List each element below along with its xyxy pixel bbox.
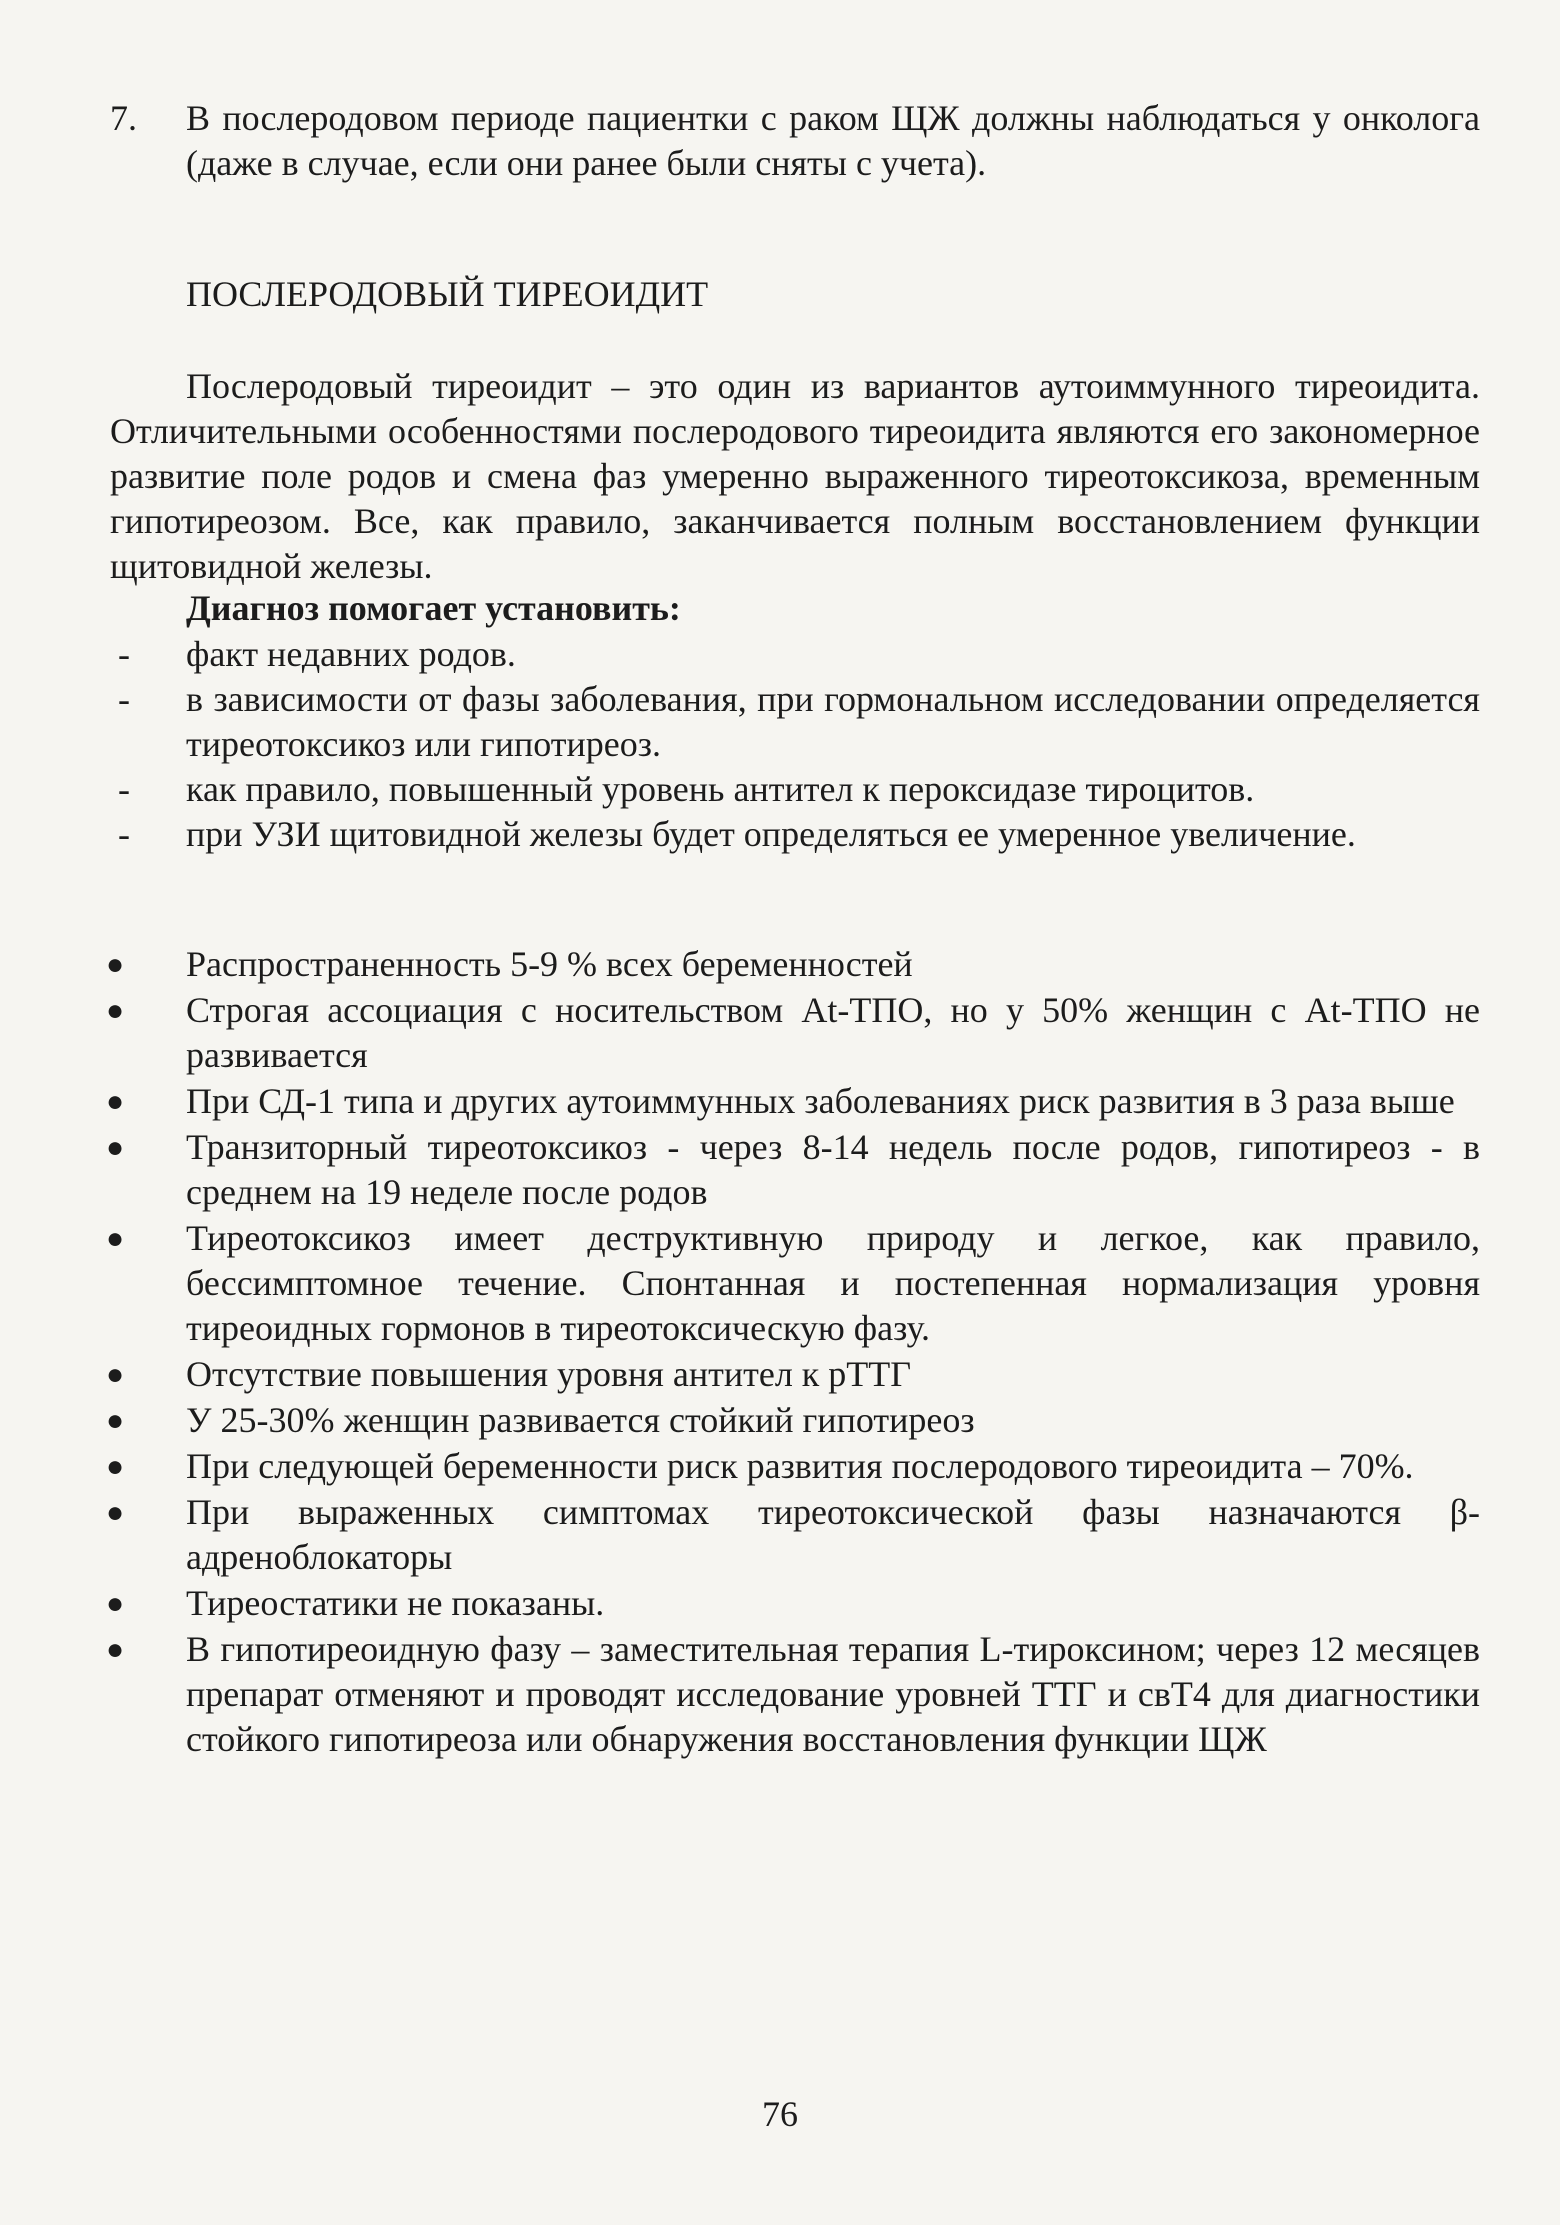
diagnosis-heading: Диагноз помогает установить: <box>186 588 681 628</box>
bullet-marker: ● <box>106 1587 125 1620</box>
facts-list <box>100 942 1480 1763</box>
list-item: ● Транзиторный тиреотоксикоз - через 8-14 недель после родов, гипотиреоз - в среднем на 19 неделе после родов <box>106 1127 1480 1212</box>
bullet-marker: ● <box>106 1222 125 1255</box>
list-item: ● Отсутствие повышения уровня антител к рТТГ <box>100 1352 1480 1397</box>
bullet-marker: ● <box>106 994 125 1027</box>
bullet-marker: ● <box>106 1633 125 1666</box>
list-item: ● Строгая ассоциация с носительством At-ТПО, но у 50% женщин с At-ТПО не развивается <box>106 990 1480 1075</box>
list-item: ● При СД-1 типа и других аутоиммунных заболеваниях риск развития в 3 раза выше <box>100 1079 1480 1124</box>
numbered-item-7 <box>110 96 1480 186</box>
list-item: ● У 25-30% женщин развивается стойкий гипотиреоз <box>100 1398 1480 1443</box>
list-item: ● Тиреостатики не показаны. <box>100 1581 1480 1626</box>
list-item: - как правило, повышенный уровень антител к пероксидазе тироцитов. <box>110 767 1480 812</box>
list-item: - при УЗИ щитовидной железы будет определяться ее умеренное увеличение. <box>110 812 1480 857</box>
bullet-marker: ● <box>106 1131 125 1164</box>
diagnosis-list <box>110 632 1480 857</box>
list-item: ● При следующей беременности риск развития послеродового тиреоидита – 70%. <box>100 1444 1480 1489</box>
bullet-marker: ● <box>106 948 125 981</box>
list-item: - факт недавних родов. <box>110 632 1480 677</box>
bullet-marker: ● <box>106 1496 125 1529</box>
bullet-marker: ● <box>106 1358 125 1391</box>
intro-paragraph: Послеродовый тиреоидит – это один из вариантов аутоиммунного тиреоидита. Отличительными особенностями послеродового тиреоидита являются его закономерное развитие поле родов и смена фаз умеренно выраженного тиреотоксикоза, временным гипотиреозом. Все, как правило, заканчивается полным восстановлением функции щитовидной железы. <box>110 366 1480 586</box>
list-item: ● Распространенность 5-9 % всех беременностей <box>100 942 1480 987</box>
list-item: ● При выраженных симптомах тиреотоксической фазы назначаются β-адреноблокаторы <box>106 1492 1480 1577</box>
list-item: ● Тиреотоксикоз имеет деструктивную природу и легкое, как правило, бессимптомное течение. Спонтанная и постепенная нормализация уровня тиреоидных гормонов в тиреотоксическую фазу. <box>106 1218 1480 1348</box>
dash-marker: - <box>118 769 130 809</box>
list-item: ● В гипотиреоидную фазу – заместительная терапия L-тироксином; через 12 месяцев препарат отменяют и проводят исследование уровней ТТГ и свТ4 для диагностики стойкого гипотиреоза или обнаружения восстановления функции ЩЖ <box>106 1629 1480 1759</box>
bullet-marker: ● <box>106 1085 125 1118</box>
dash-marker: - <box>118 814 130 854</box>
dash-marker: - <box>118 634 130 674</box>
item-number: 7. <box>110 98 137 138</box>
bullet-marker: ● <box>106 1450 125 1483</box>
bullet-marker: ● <box>106 1404 125 1437</box>
list-item: - в зависимости от фазы заболевания, при гормональном исследовании определяется тиреотоксикоз или гипотиреоз. <box>118 679 1480 764</box>
section-heading: ПОСЛЕРОДОВЫЙ ТИРЕОИДИТ <box>186 274 709 314</box>
dash-marker: - <box>118 679 130 719</box>
page-number: 76 <box>762 2094 798 2134</box>
item-text: В послеродовом периоде пациентки с раком ЩЖ должны наблюдаться у онколога (даже в случае, если они ранее были сняты с учета). <box>186 98 1480 183</box>
